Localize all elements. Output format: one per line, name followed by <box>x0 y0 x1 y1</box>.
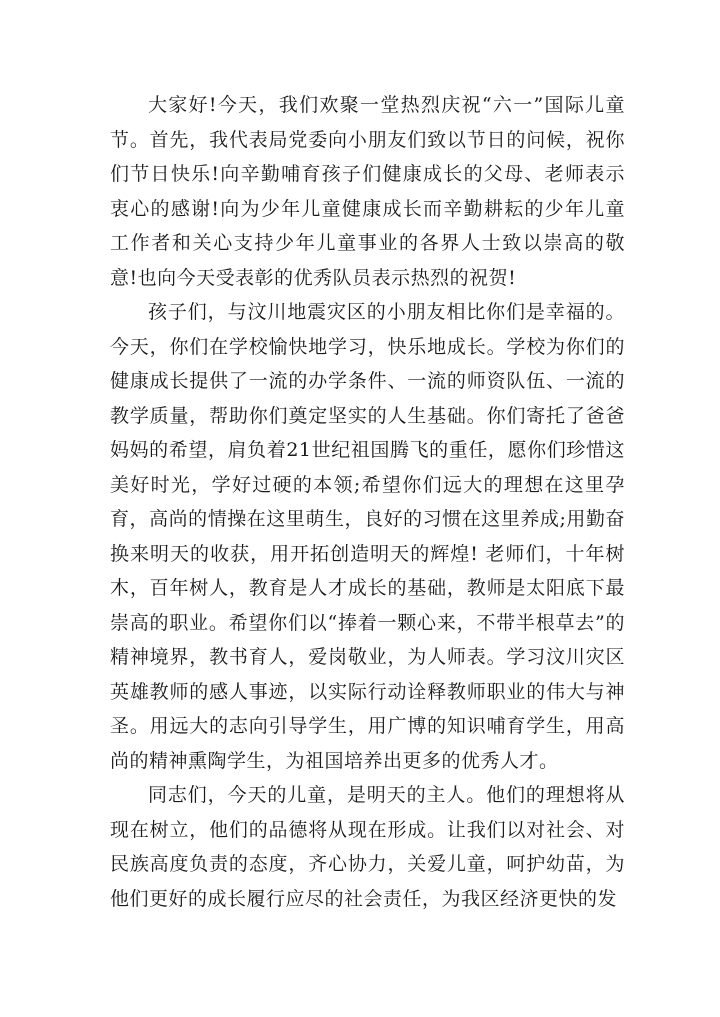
paragraph-2: 孩子们，与汶川地震灾区的小朋友相比你们是幸福的。今天，你们在学校愉快地学习，快乐地成长。学校为你们的健康成长提供了一流的办学条件、一流的师资队伍、一流的教学质量，帮助你们奠定坚实的人生基础。你们寄托了爸爸妈妈的希望，肩负着21世纪祖国腾飞的重任，愿你们珍惜这美好时光，学好过硬的本领;希望你们远大的理想在这里孕育，高尚的情操在这里萌生，良好的习惯在这里养成;用勤奋换来明天的收获，用开拓创造明天的辉煌! 老师们，十年树木，百年树人，教育是人才成长的基础，教师是太阳底下最崇高的职业。希望你们以“捧着一颗心来，不带半根草去”的精神境界，教书育人，爱岗敬业，为人师表。学习汶川灾区英雄教师的感人事迹，以实际行动诠释教师职业的伟大与神圣。用远大的志向引导学生，用广博的知识哺育学生，用高尚的精神熏陶学生，为祖国培养出更多的优秀人才。 <box>110 301 625 772</box>
paragraph-3: 同志们，今天的儿童，是明天的主人。他们的理想将从现在树立，他们的品德将从现在形成。让我们以对社会、对民族高度负责的态度，齐心协力，关爱儿童，呵护幼苗，为他们更好的成长履行应尽的社会责任，为我区经济更快的发 <box>110 784 625 910</box>
document-body <box>110 88 625 916</box>
paragraph-1: 大家好!今天，我们欢聚一堂热烈庆祝“六一”国际儿童节。首先，我代表局党委向小朋友们致以节日的问候，祝你们节日快乐!向辛勤哺育孩子们健康成长的父母、老师表示衷心的感谢!向为少年儿童健康成长而辛勤耕耘的少年儿童工作者和关心支持少年儿童事业的各界人士致以崇高的敬意!也向今天受表彰的优秀队员表示热烈的祝贺! <box>110 94 625 289</box>
